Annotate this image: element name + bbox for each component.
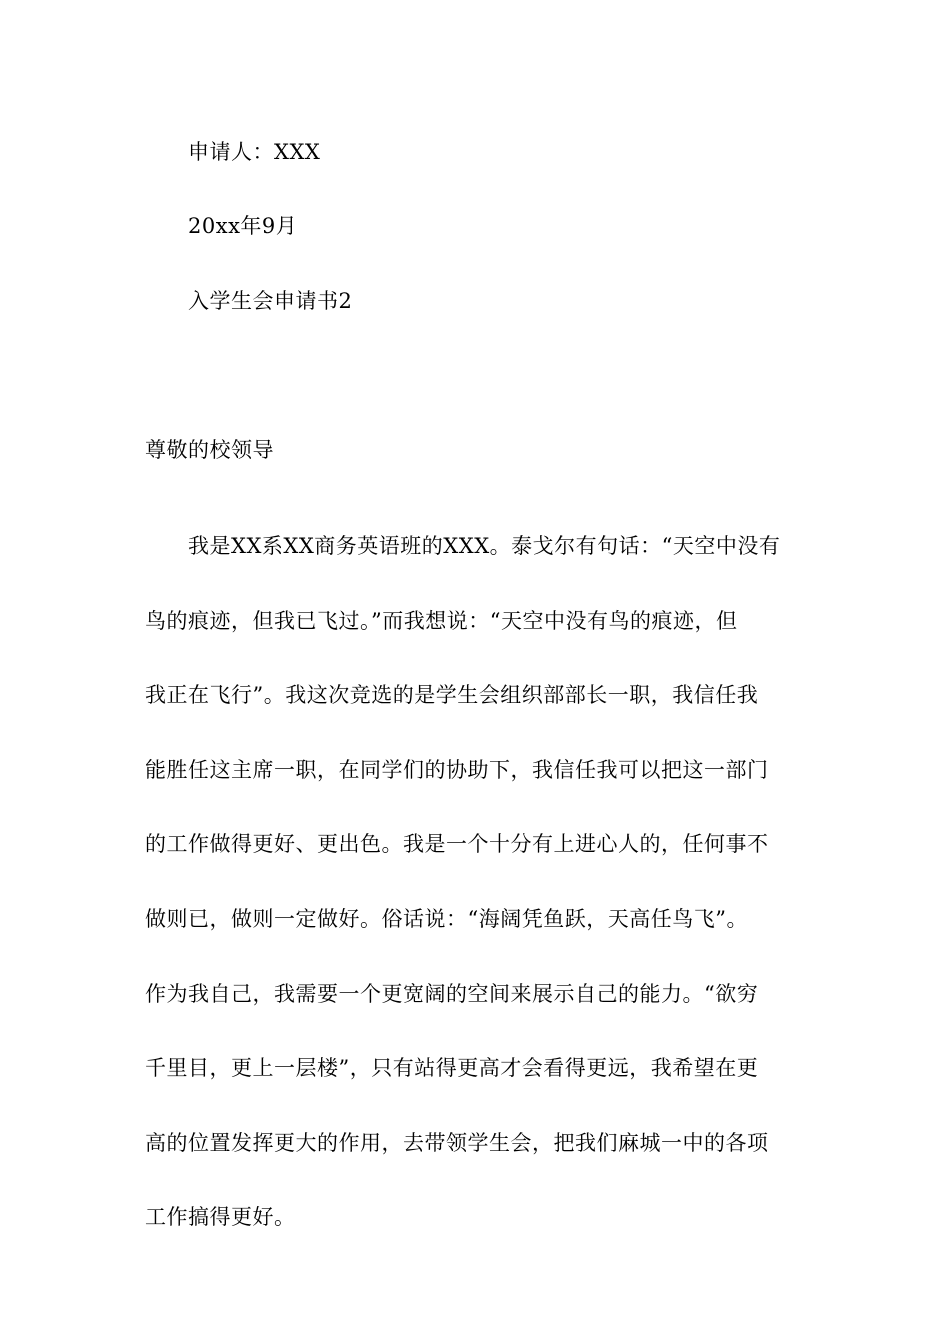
body-line: 能胜任这主席一职，在同学们的协助下，我信任我可以把这一部门 xyxy=(145,757,769,782)
date-line: 20xx年9月 xyxy=(188,214,298,238)
body-line: 的工作做得更好、更出色。我是一个十分有上进心人的，任何事不 xyxy=(145,832,769,857)
body-line: 千里目，更上一层楼”，只有站得更高才会看得更远，我希望在更 xyxy=(145,1056,759,1081)
salutation: 尊敬的校领导 xyxy=(145,438,274,462)
body-paragraph xyxy=(145,509,805,1255)
body-line: 做则已，做则一定做好。俗话说：“海阔凭鱼跃，天高任鸟飞”。 xyxy=(145,906,748,931)
applicant-line: 申请人：XXX xyxy=(188,140,321,164)
body-line: 我是XX系XX商务英语班的XXX。泰戈尔有句话：“天空中没有 xyxy=(188,534,781,558)
body-line: 作为我自己，我需要一个更宽阔的空间来展示自己的能力。“欲穷 xyxy=(145,981,759,1006)
body-line: 鸟的痕迹，但我已飞过。”而我想说：“天空中没有鸟的痕迹，但 xyxy=(145,608,738,633)
body-line: 我正在飞行”。我这次竞选的是学生会组织部部长一职，我信任我 xyxy=(145,683,759,708)
body-line: 高的位置发挥更大的作用，去带领学生会，把我们麻城一中的各项 xyxy=(145,1130,769,1155)
section-title: 入学生会申请书2 xyxy=(188,289,353,313)
body-line: 工作搞得更好。 xyxy=(145,1205,296,1230)
